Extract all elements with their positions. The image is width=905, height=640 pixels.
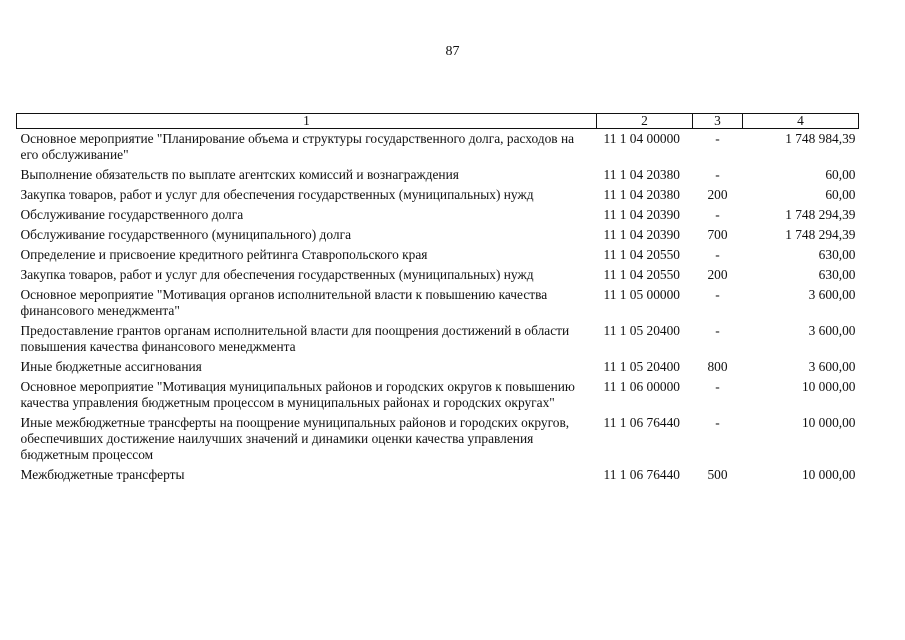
row-expense-type: - — [715, 287, 720, 302]
row-name: Иные бюджетные ассигнования — [20, 359, 202, 374]
row-code: 11 1 06 00000 — [603, 379, 680, 394]
row-code: 11 1 04 20550 — [603, 247, 680, 262]
row-code: 11 1 06 76440 — [603, 415, 680, 430]
row-amount: 10 000,00 — [801, 379, 856, 394]
row-expense-type: - — [715, 323, 720, 338]
header-col-1: 1 — [17, 114, 597, 129]
row-amount: 1 748 294,39 — [785, 227, 856, 242]
row-expense-type: 200 — [707, 187, 728, 202]
row-code: 11 1 05 00000 — [603, 287, 680, 302]
table-header — [17, 114, 859, 129]
row-name: Обслуживание государственного долга — [20, 207, 244, 222]
row-expense-type: - — [715, 247, 720, 262]
row-amount: 10 000,00 — [801, 467, 856, 482]
row-code: 11 1 04 20390 — [603, 207, 680, 222]
table-row — [17, 265, 859, 285]
row-name: Определение и присвоение кредитного рейтинга Ставропольского края — [20, 247, 428, 262]
header-col-4: 4 — [743, 114, 859, 129]
row-amount: 60,00 — [825, 187, 856, 202]
table-row — [17, 321, 859, 357]
table-row — [17, 465, 859, 485]
budget-table — [16, 113, 859, 485]
row-expense-type: - — [715, 167, 720, 182]
row-expense-type: 500 — [707, 467, 728, 482]
row-amount: 1 748 294,39 — [785, 207, 856, 222]
table-row — [17, 205, 859, 225]
header-col-2: 2 — [597, 114, 693, 129]
row-expense-type: 700 — [707, 227, 728, 242]
row-amount: 1 748 984,39 — [785, 131, 856, 146]
row-code: 11 1 04 20390 — [603, 227, 680, 242]
row-name: Выполнение обязательств по выплате агентских комиссий и вознаграждения — [20, 167, 459, 182]
table-row — [17, 165, 859, 185]
row-name: Основное мероприятие "Мотивация муниципальных районов и городских округов к повышению качества управления бюджетным процессом в муниципальных районах и городских округах" — [20, 379, 575, 410]
row-name: Основное мероприятие "Мотивация органов исполнительной власти к повышению качества финансового менеджмента" — [20, 287, 548, 318]
row-amount: 10 000,00 — [801, 415, 856, 430]
row-expense-type: 800 — [707, 359, 728, 374]
row-expense-type: - — [715, 379, 720, 394]
table-row — [17, 285, 859, 321]
row-name: Основное мероприятие "Планирование объема и структуры государственного долга, расходов на его обслуживание" — [20, 131, 575, 162]
table-row — [17, 413, 859, 465]
row-code: 11 1 04 20380 — [603, 167, 680, 182]
row-code: 11 1 05 20400 — [603, 359, 680, 374]
header-col-3: 3 — [693, 114, 743, 129]
row-amount: 630,00 — [818, 247, 856, 262]
row-name: Иные межбюджетные трансферты на поощрение муниципальных районов и городских округов, обеспечивших достижение наилучших значений и динамики оценки качества управления бюджетным процессом — [20, 415, 570, 462]
row-code: 11 1 04 20380 — [603, 187, 680, 202]
row-code: 11 1 04 20550 — [603, 267, 680, 282]
row-code: 11 1 04 00000 — [603, 131, 680, 146]
row-code: 11 1 06 76440 — [603, 467, 680, 482]
row-amount: 3 600,00 — [808, 323, 856, 338]
row-amount: 60,00 — [825, 167, 856, 182]
row-amount: 630,00 — [818, 267, 856, 282]
table-row — [17, 185, 859, 205]
row-amount: 3 600,00 — [808, 359, 856, 374]
header-row — [17, 114, 859, 129]
table-body — [17, 129, 859, 486]
row-code: 11 1 05 20400 — [603, 323, 680, 338]
row-amount: 3 600,00 — [808, 287, 856, 302]
row-expense-type: 200 — [707, 267, 728, 282]
row-name: Закупка товаров, работ и услуг для обеспечения государственных (муниципальных) нужд — [20, 267, 534, 282]
row-name: Предоставление грантов органам исполнительной власти для поощрения достижений в области повышения качества финансового менеджмента — [20, 323, 570, 354]
row-expense-type: - — [715, 207, 720, 222]
row-expense-type: - — [715, 415, 720, 430]
row-name: Закупка товаров, работ и услуг для обеспечения государственных (муниципальных) нужд — [20, 187, 534, 202]
row-name: Межбюджетные трансферты — [20, 467, 185, 482]
table-row — [17, 357, 859, 377]
page-number: 87 — [445, 44, 460, 59]
table-row — [17, 377, 859, 413]
table-row — [17, 245, 859, 265]
table-row — [17, 225, 859, 245]
row-expense-type: - — [715, 131, 720, 146]
table-row — [17, 129, 859, 166]
row-name: Обслуживание государственного (муниципального) долга — [20, 227, 352, 242]
